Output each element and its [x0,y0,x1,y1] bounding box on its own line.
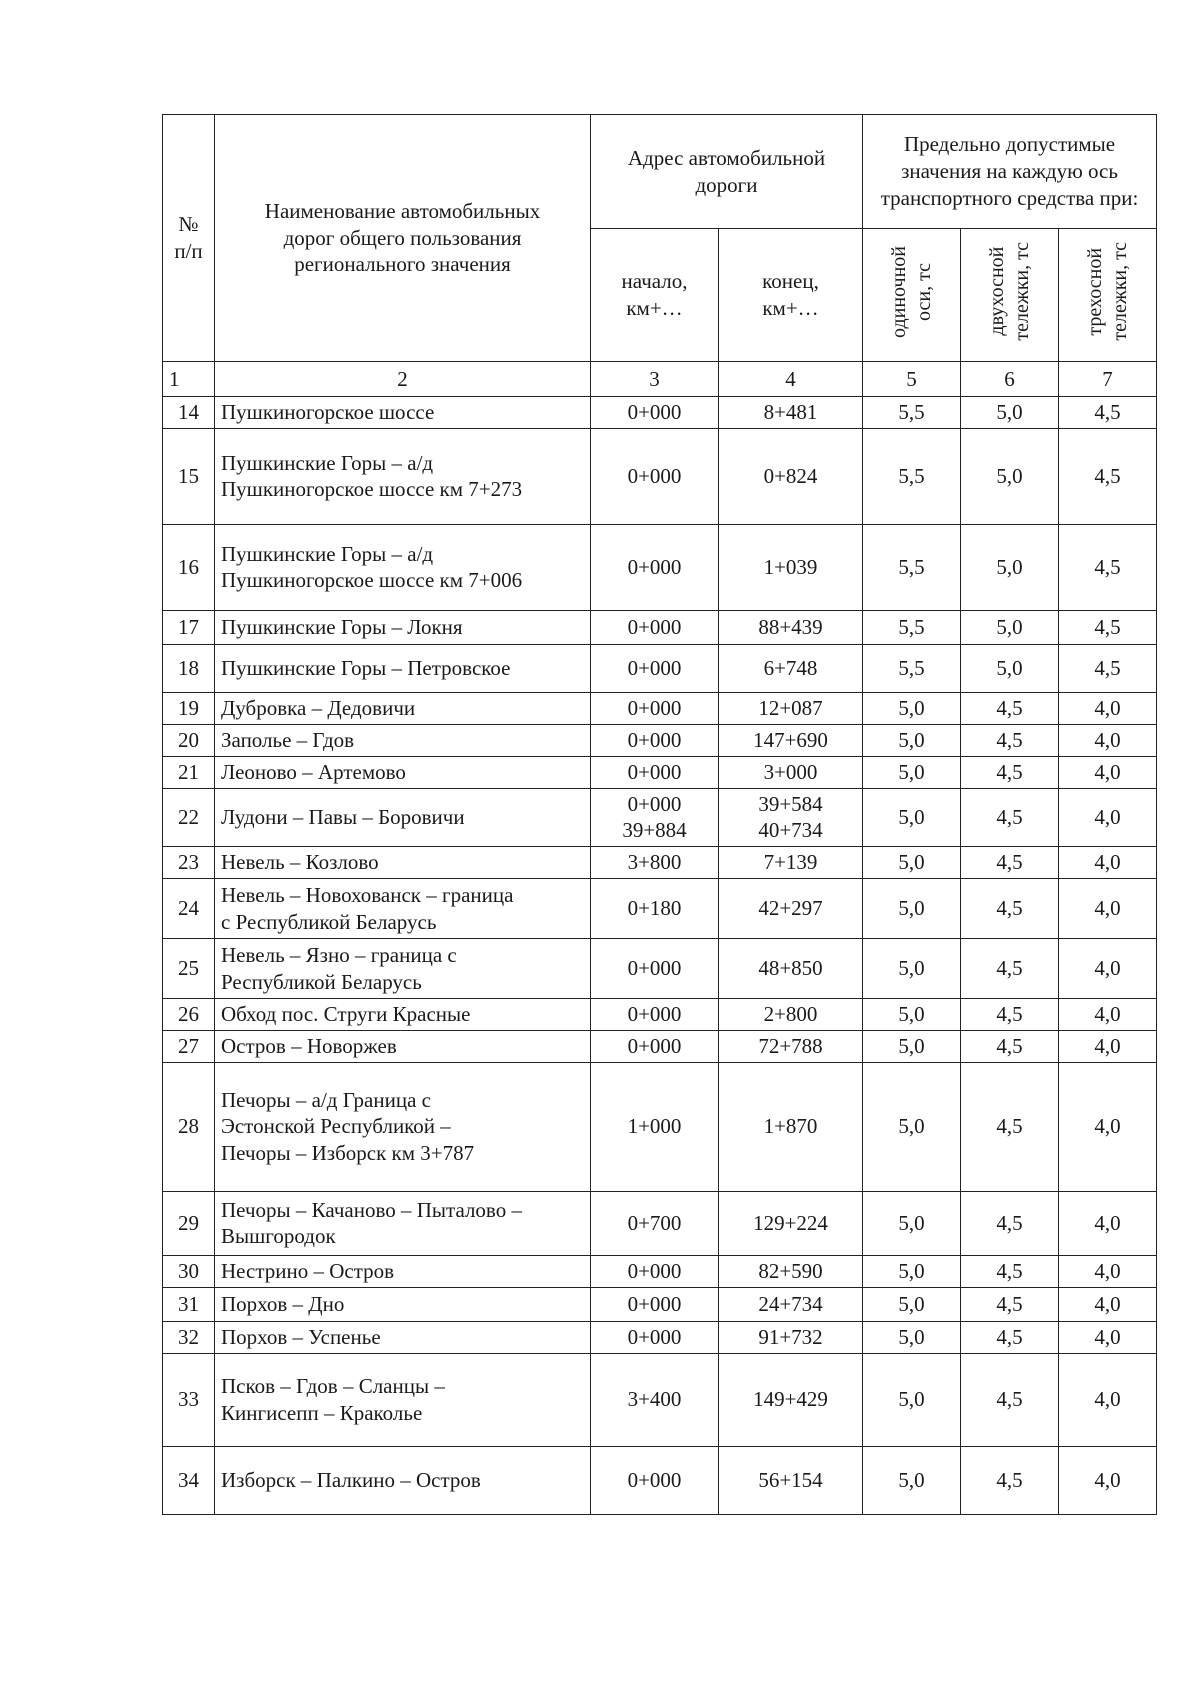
triple-axle-limit: 4,5 [1059,610,1157,644]
single-axle-limit: 5,0 [863,1191,961,1255]
address-end: 2+800 [719,999,863,1031]
table-row [163,1191,1157,1255]
table-row [163,724,1157,756]
double-axle-limit: 4,5 [961,692,1059,724]
address-start: 0+000 [591,644,719,692]
single-axle-limit: 5,0 [863,692,961,724]
table-row [163,692,1157,724]
header-single-axle: одиночной оси, тс [887,245,935,338]
triple-axle-limit: 4,0 [1059,1062,1157,1191]
triple-axle-limit: 4,0 [1059,847,1157,879]
triple-axle-limit: 4,0 [1059,1321,1157,1353]
double-axle-limit: 4,5 [961,1287,1059,1321]
single-axle-limit: 5,5 [863,428,961,524]
double-axle-limit: 4,5 [961,724,1059,756]
address-end: 56+154 [719,1446,863,1514]
row-number: 17 [163,610,215,644]
road-name: Пушкинские Горы – Локня [215,610,591,644]
road-name: Порхов – Дно [215,1287,591,1321]
table-row [163,428,1157,524]
road-name: Пушкинские Горы – а/д Пушкиногорское шоссе км 7+006 [215,524,591,610]
address-start: 0+000 39+884 [591,788,719,847]
header-single-axle-cell [863,229,961,362]
road-name: Дубровка – Дедовичи [215,692,591,724]
table-row [163,610,1157,644]
column-number: 2 [215,362,591,397]
row-number: 16 [163,524,215,610]
triple-axle-limit: 4,0 [1059,999,1157,1031]
table-body [163,362,1157,1515]
double-axle-limit: 4,5 [961,1321,1059,1353]
address-end: 1+039 [719,524,863,610]
double-axle-limit: 5,0 [961,428,1059,524]
address-end: 0+824 [719,428,863,524]
column-number: 7 [1059,362,1157,397]
table-row [163,1287,1157,1321]
double-axle-limit: 4,5 [961,847,1059,879]
address-end: 8+481 [719,397,863,429]
double-axle-limit: 4,5 [961,1353,1059,1446]
address-start: 1+000 [591,1062,719,1191]
road-name: Невель – Язно – граница с Республикой Беларусь [215,939,591,999]
address-start: 0+000 [591,999,719,1031]
header-triple-axle-cell [1059,229,1157,362]
triple-axle-limit: 4,0 [1059,1031,1157,1063]
row-number: 31 [163,1287,215,1321]
header-axle-limits: Предельно допустимые значения на каждую ось транспортного средства при: [863,115,1157,229]
table-header [163,115,1157,362]
table-row [163,1031,1157,1063]
table-row [163,1321,1157,1353]
row-number: 32 [163,1321,215,1353]
road-name: Невель – Козлово [215,847,591,879]
triple-axle-limit: 4,0 [1059,756,1157,788]
double-axle-limit: 5,0 [961,397,1059,429]
address-start: 0+000 [591,692,719,724]
address-start: 0+000 [591,1321,719,1353]
road-name: Пушкиногорское шоссе [215,397,591,429]
header-road-address: Адрес автомобильной дороги [591,115,863,229]
road-name: Заполье – Гдов [215,724,591,756]
single-axle-limit: 5,0 [863,1255,961,1287]
column-number: 5 [863,362,961,397]
row-number: 28 [163,1062,215,1191]
double-axle-limit: 4,5 [961,756,1059,788]
triple-axle-limit: 4,0 [1059,939,1157,999]
road-name: Пушкинские Горы – а/д Пушкиногорское шоссе км 7+273 [215,428,591,524]
row-number: 29 [163,1191,215,1255]
double-axle-limit: 4,5 [961,999,1059,1031]
column-number-row [163,362,1157,397]
row-number: 25 [163,939,215,999]
address-start: 0+000 [591,524,719,610]
row-number: 14 [163,397,215,429]
table-row [163,1255,1157,1287]
header-double-axle-cell [961,229,1059,362]
header-triple-axle: трехосной тележки, тс [1083,242,1131,341]
address-end: 1+870 [719,1062,863,1191]
address-end: 6+748 [719,644,863,692]
triple-axle-limit: 4,0 [1059,879,1157,939]
roads-table [162,114,1157,1515]
address-start: 0+000 [591,756,719,788]
single-axle-limit: 5,0 [863,724,961,756]
address-end: 147+690 [719,724,863,756]
row-number: 15 [163,428,215,524]
double-axle-limit: 4,5 [961,939,1059,999]
address-start: 0+000 [591,1287,719,1321]
single-axle-limit: 5,5 [863,644,961,692]
address-start: 0+000 [591,1446,719,1514]
single-axle-limit: 5,0 [863,1321,961,1353]
row-number: 20 [163,724,215,756]
single-axle-limit: 5,0 [863,1353,961,1446]
road-name: Обход пос. Струги Красные [215,999,591,1031]
table-row [163,879,1157,939]
double-axle-limit: 4,5 [961,788,1059,847]
address-start: 0+000 [591,397,719,429]
row-number: 34 [163,1446,215,1514]
address-start: 0+180 [591,879,719,939]
double-axle-limit: 4,5 [961,1191,1059,1255]
table-row [163,847,1157,879]
address-end: 39+584 40+734 [719,788,863,847]
triple-axle-limit: 4,0 [1059,1255,1157,1287]
road-name: Псков – Гдов – Сланцы – Кингисепп – Краколье [215,1353,591,1446]
column-number: 3 [591,362,719,397]
road-name: Лудони – Павы – Боровичи [215,788,591,847]
address-start: 0+000 [591,939,719,999]
header-end: конец, км+… [719,229,863,362]
single-axle-limit: 5,0 [863,999,961,1031]
double-axle-limit: 5,0 [961,644,1059,692]
address-start: 3+800 [591,847,719,879]
address-end: 48+850 [719,939,863,999]
double-axle-limit: 5,0 [961,524,1059,610]
triple-axle-limit: 4,0 [1059,1446,1157,1514]
triple-axle-limit: 4,5 [1059,397,1157,429]
road-name: Порхов – Успенье [215,1321,591,1353]
triple-axle-limit: 4,5 [1059,524,1157,610]
table-row [163,644,1157,692]
table-row [163,939,1157,999]
triple-axle-limit: 4,0 [1059,724,1157,756]
row-number: 27 [163,1031,215,1063]
address-end: 42+297 [719,879,863,939]
address-end: 82+590 [719,1255,863,1287]
row-number: 33 [163,1353,215,1446]
single-axle-limit: 5,0 [863,1287,961,1321]
single-axle-limit: 5,0 [863,756,961,788]
address-end: 129+224 [719,1191,863,1255]
double-axle-limit: 4,5 [961,879,1059,939]
address-end: 12+087 [719,692,863,724]
address-start: 0+000 [591,1255,719,1287]
double-axle-limit: 4,5 [961,1062,1059,1191]
table-row [163,1062,1157,1191]
address-end: 149+429 [719,1353,863,1446]
triple-axle-limit: 4,0 [1059,692,1157,724]
row-number: 19 [163,692,215,724]
row-number: 22 [163,788,215,847]
single-axle-limit: 5,0 [863,788,961,847]
road-name: Остров – Новоржев [215,1031,591,1063]
double-axle-limit: 5,0 [961,610,1059,644]
column-number: 4 [719,362,863,397]
single-axle-limit: 5,0 [863,939,961,999]
table-row [163,1353,1157,1446]
table-row [163,999,1157,1031]
triple-axle-limit: 4,5 [1059,644,1157,692]
triple-axle-limit: 4,0 [1059,1287,1157,1321]
table-row [163,788,1157,847]
column-number: 6 [961,362,1059,397]
single-axle-limit: 5,0 [863,1446,961,1514]
address-start: 0+700 [591,1191,719,1255]
road-name: Нестрино – Остров [215,1255,591,1287]
triple-axle-limit: 4,0 [1059,1353,1157,1446]
address-start: 3+400 [591,1353,719,1446]
single-axle-limit: 5,5 [863,524,961,610]
row-number: 21 [163,756,215,788]
address-end: 24+734 [719,1287,863,1321]
address-start: 0+000 [591,724,719,756]
road-name: Изборск – Палкино – Остров [215,1446,591,1514]
address-end: 3+000 [719,756,863,788]
triple-axle-limit: 4,5 [1059,428,1157,524]
header-double-axle: двухосной тележки, тс [985,242,1033,341]
triple-axle-limit: 4,0 [1059,1191,1157,1255]
address-end: 7+139 [719,847,863,879]
address-start: 0+000 [591,428,719,524]
row-number: 24 [163,879,215,939]
address-end: 72+788 [719,1031,863,1063]
road-name: Печоры – а/д Граница с Эстонской Республикой – Печоры – Изборск км 3+787 [215,1062,591,1191]
header-number: № п/п [163,115,215,362]
column-number: 1 [163,362,215,397]
double-axle-limit: 4,5 [961,1255,1059,1287]
row-number: 30 [163,1255,215,1287]
row-number: 26 [163,999,215,1031]
single-axle-limit: 5,5 [863,397,961,429]
table-row [163,1446,1157,1514]
road-name: Леоново – Артемово [215,756,591,788]
header-start: начало, км+… [591,229,719,362]
single-axle-limit: 5,0 [863,1062,961,1191]
single-axle-limit: 5,5 [863,610,961,644]
address-end: 91+732 [719,1321,863,1353]
single-axle-limit: 5,0 [863,879,961,939]
row-number: 18 [163,644,215,692]
address-start: 0+000 [591,610,719,644]
table-row [163,397,1157,429]
table-row [163,756,1157,788]
road-name: Пушкинские Горы – Петровское [215,644,591,692]
single-axle-limit: 5,0 [863,847,961,879]
road-name: Невель – Новохованск – граница с Республикой Беларусь [215,879,591,939]
address-end: 88+439 [719,610,863,644]
single-axle-limit: 5,0 [863,1031,961,1063]
header-road-name: Наименование автомобильных дорог общего пользования регионального значения [215,115,591,362]
double-axle-limit: 4,5 [961,1031,1059,1063]
triple-axle-limit: 4,0 [1059,788,1157,847]
table-row [163,524,1157,610]
road-name: Печоры – Качаново – Пыталово – Вышгородок [215,1191,591,1255]
row-number: 23 [163,847,215,879]
address-start: 0+000 [591,1031,719,1063]
double-axle-limit: 4,5 [961,1446,1059,1514]
